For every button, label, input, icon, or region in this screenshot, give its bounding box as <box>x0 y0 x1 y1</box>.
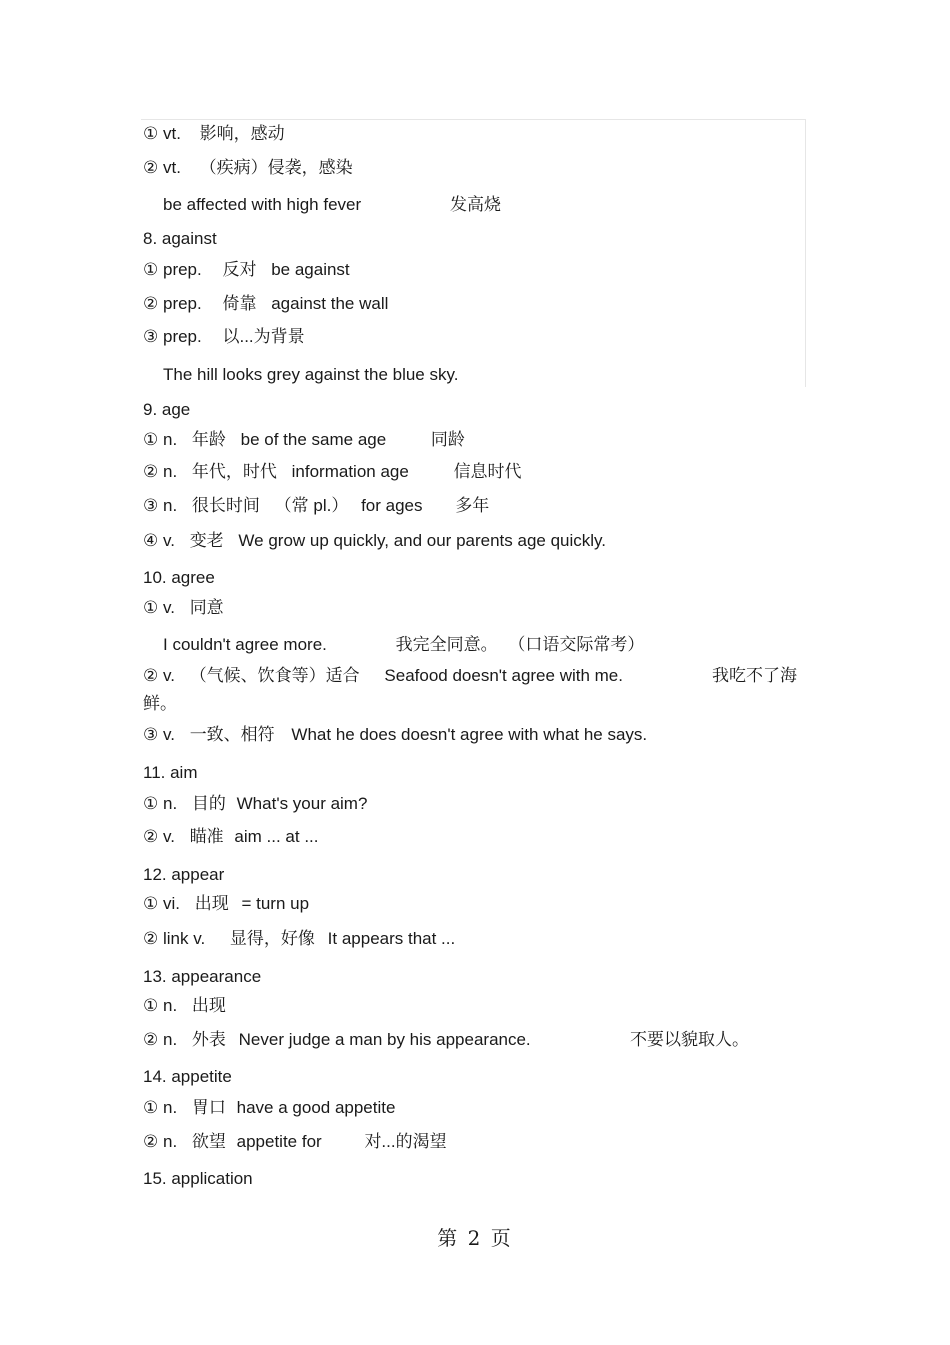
entry-heading: 14. appetite <box>143 1067 232 1086</box>
sense-line: ② n. 欲望 appetite for 对...的渴望 <box>143 1132 447 1151</box>
sense-line: ② link v. 显得，好像 It appears that ... <box>143 929 456 948</box>
sense-line: ③ prep. 以...为背景 <box>143 327 305 346</box>
entry-heading: 15. application <box>143 1169 253 1188</box>
sense-line: ④ v. 变老 We grow up quickly, and our parents age quickly. <box>143 531 607 550</box>
sense-line: ① vi. 出现 = turn up <box>143 894 310 913</box>
sense-line-continued: 鲜。 <box>143 694 177 713</box>
entry-heading: 11. aim <box>143 763 198 782</box>
sense-line: ② n. 年代，时代 information age 信息时代 <box>143 462 522 481</box>
sense-line: ① v. 同意 <box>143 598 224 617</box>
entry-heading: 10. agree <box>143 568 215 587</box>
sense-line: ① n. 目的 What's your aim? <box>143 794 368 813</box>
sense-line: ② prep. 倚靠 against the wall <box>143 294 389 313</box>
entry-heading: 9. age <box>143 400 191 419</box>
sense-line: ③ v. 一致、相符 What he does doesn't agree with what he says. <box>143 725 648 744</box>
sense-line: ② n. 外表 Never judge a man by his appearance. 不要以貌取人。 <box>143 1030 749 1049</box>
sense-line: ② v. 瞄准 aim ... at ... <box>143 827 319 846</box>
sense-line: ② v. （气候、饮食等）适合 Seafood doesn't agree with me. 我吃不了海 <box>143 666 797 685</box>
example-line: be affected with high fever 发高烧 <box>163 195 501 214</box>
page-number: 第 2 页 <box>437 1226 513 1250</box>
entry-heading: 12. appear <box>143 865 225 884</box>
sense-line: ① n. 胃口 have a good appetite <box>143 1098 396 1117</box>
entry-heading: 13. appearance <box>143 967 262 986</box>
example-line: The hill looks grey against the blue sky. <box>163 365 459 384</box>
sense-line: ① n. 出现 <box>143 996 226 1015</box>
sense-line: ③ n. 很长时间 （常 pl.） for ages 多年 <box>143 496 490 515</box>
entry-heading: 8. against <box>143 229 217 248</box>
sense-line: ② vt. （疾病）侵袭，感染 <box>143 158 353 177</box>
sense-line: ① prep. 反对 be against <box>143 260 350 279</box>
example-line: I couldn't agree more. 我完全同意。 （口语交际常考） <box>163 635 645 654</box>
sense-line: ① vt. 影响，感动 <box>143 124 285 143</box>
sense-line: ① n. 年龄 be of the same age 同龄 <box>143 430 465 449</box>
